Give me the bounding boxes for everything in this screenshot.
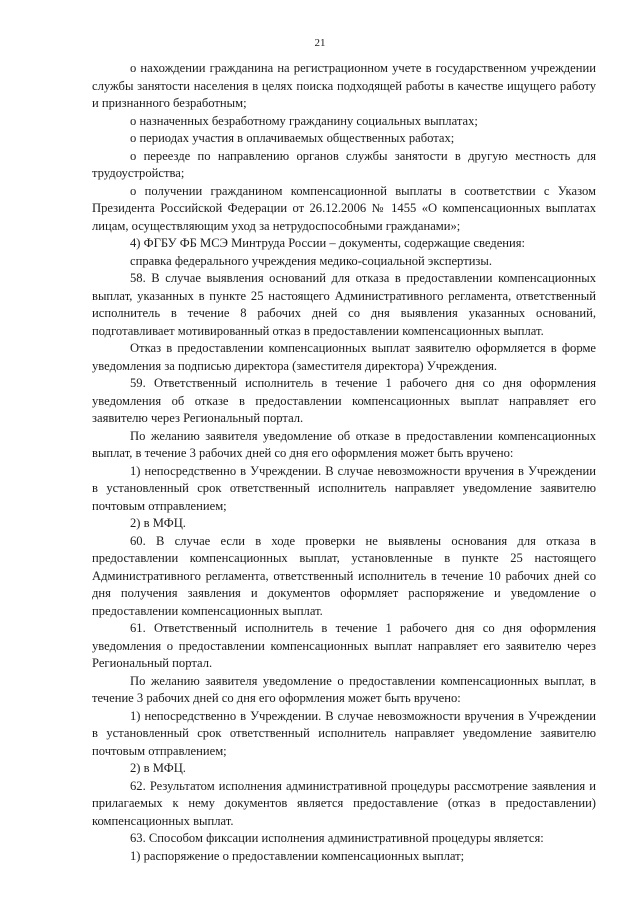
paragraph-13: 2) в МФЦ. [130,516,186,530]
paragraph-7: справка федерального учреждения медико-социальной экспертизы. [130,253,493,268]
paragraph-14: 60. В случае если в ходе проверки не выявлены основания для отказа в предоставлении компенсационных выплат, установленные в пункте 25 настоящего Административного регламента, ответственный исполнитель в течение 10 рабочих дней со дня получения заявления и документов оформляет распоряжение и уведомление о предоставлении компенсационных выплат. [92,533,596,618]
paragraph-5: о получении гражданином компенсационной выплаты в соответствии с Указом Президента Российской Федерации от 26.12.2006 № 1455 «О компенсационных выплатах лицам, осуществляющим уход за нетрудоспособными гражданами»; [92,183,596,233]
paragraph-21: 1) распоряжение о предоставлении компенсационных выплат; [130,848,465,863]
paragraph-16: По желанию заявителя уведомление о предоставлении компенсационных выплат, в течение 3 рабочих дней со дня его оформления может быть вручено: [92,673,596,705]
paragraph-9: Отказ в предоставлении компенсационных выплат заявителю оформляется в форме уведомления за подписью директора (заместителя директора) Учреждения. [92,341,596,373]
paragraph-8: 58. В случае выявления оснований для отказа в предоставлении компенсационных выплат, указанных в пункте 25 настоящего Административного регламента, ответственный исполнитель в течение 8 рабочих дней со дня выявления указанных оснований, подготавливает мотивированный отказ в предоставлении компенсационных выплат. [92,271,596,338]
paragraph-20: 63. Способом фиксации исполнения административной процедуры является: [130,831,544,845]
paragraph-10: 59. Ответственный исполнитель в течение 1 рабочего дня со дня оформления уведомления об отказе в предоставлении компенсационных выплат направляет его заявителю через Региональный портал. [92,376,596,425]
paragraph-11: По желанию заявителя уведомление об отказе в предоставлении компенсационных выплат, в течение 3 рабочих дней со дня его оформления может быть вручено: [92,428,596,460]
paragraph-2: о назначенных безработному гражданину социальных выплатах; [130,113,478,128]
paragraph-12: 1) непосредственно в Учреждении. В случае невозможности вручения в Учреждении в установленный срок ответственный исполнитель направляет уведомление заявителю почтовым отправлением; [92,463,596,513]
paragraph-17: 1) непосредственно в Учреждении. В случае невозможности вручения в Учреждении в установленный срок ответственный исполнитель направляет уведомление заявителю почтовым отправлением; [92,708,596,758]
paragraph-15: 61. Ответственный исполнитель в течение 1 рабочего дня со дня оформления уведомления о предоставлении компенсационных выплат направляет его заявителю через Региональный портал. [92,621,596,670]
paragraph-18: 2) в МФЦ. [130,761,186,775]
paragraph-1: о нахождении гражданина на регистрационном учете в государственном учреждении службы занятости населения в целях поиска подходящей работы в качестве ищущего работу и признанного безработным; [92,61,596,110]
paragraph-4: о переезде по направлению органов службы занятости в другую местность для трудоустройства; [92,148,596,180]
paragraph-19: 62. Результатом исполнения административной процедуры рассмотрение заявления и прилагаемых к нему документов является предоставление (отказ в предоставлении) компенсационных выплат. [92,778,596,828]
document-body [92,60,596,865]
paragraph-6: 4) ФГБУ ФБ МСЭ Минтруда России – документы, содержащие сведения: [130,236,526,250]
page-number: 21 [314,37,326,49]
paragraph-3: о периодах участия в оплачиваемых общественных работах; [130,131,455,145]
